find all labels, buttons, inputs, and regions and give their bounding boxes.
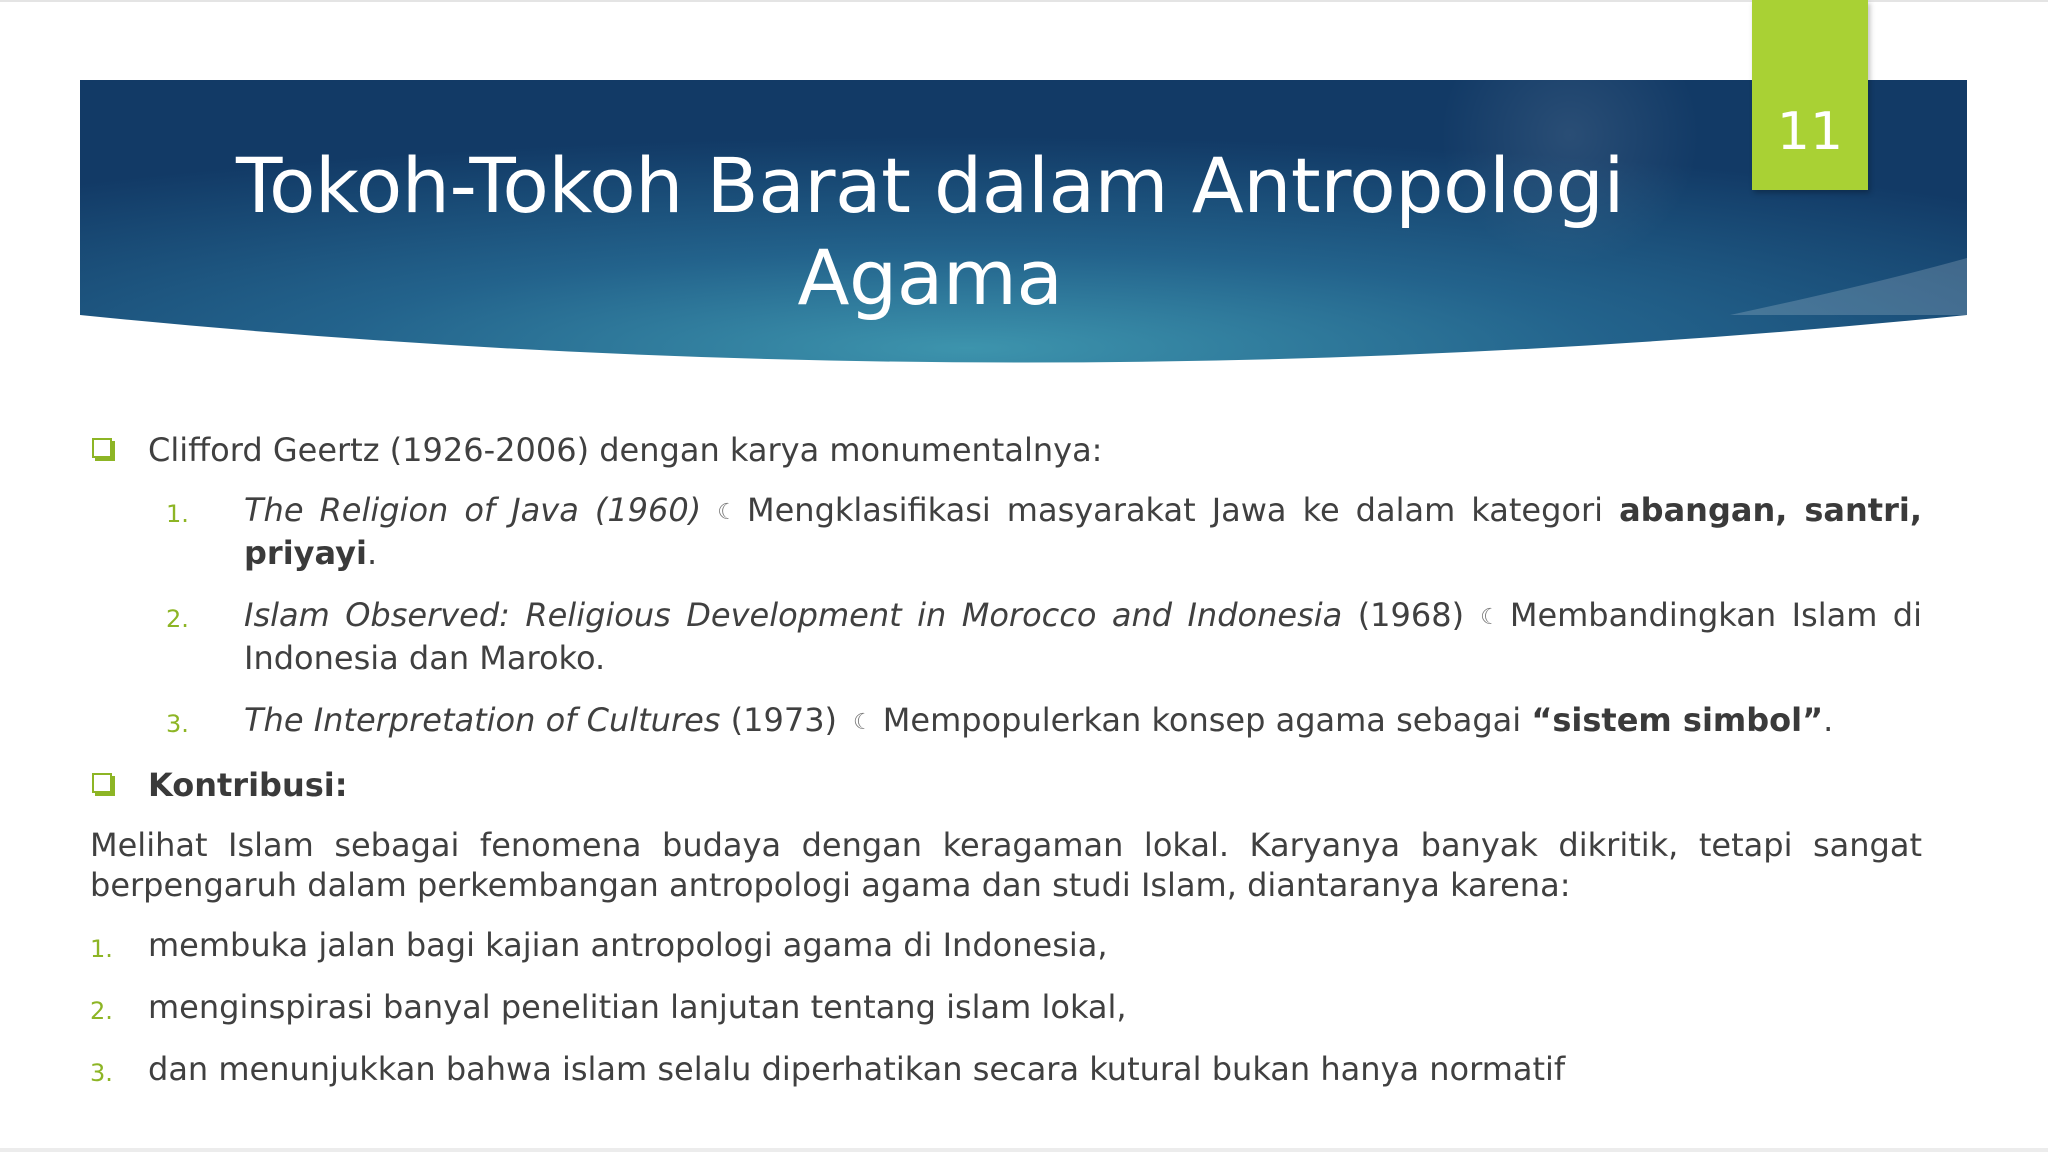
contribution-label: Kontribusi: bbox=[148, 766, 348, 804]
reason-number: 3. bbox=[90, 1059, 113, 1087]
work-year: (1973) bbox=[730, 701, 838, 739]
work-keyword: abangan, santri, priyayi bbox=[244, 491, 1923, 572]
work-description: Mempopulerkan konsep agama sebagai bbox=[882, 701, 1532, 739]
crescent-arrow-icon: ☾ bbox=[1480, 605, 1500, 630]
slide-number-tab bbox=[1752, 0, 1868, 190]
contribution-bullet bbox=[90, 765, 1922, 805]
work-number: 3. bbox=[166, 710, 189, 738]
top-divider bbox=[0, 0, 2048, 2]
reason-text: dan menunjukkan bahwa islam selalu diperhatikan secara kutural bukan hanya normatif bbox=[148, 1050, 1566, 1088]
bottom-divider bbox=[0, 1148, 2048, 1152]
slide-number: 11 bbox=[1776, 102, 1844, 162]
work-title: The Interpretation of Cultures bbox=[244, 701, 721, 739]
work-tail: . bbox=[366, 534, 378, 572]
reason-item bbox=[90, 1049, 1922, 1089]
work-description: Membandingkan Islam di Indonesia dan Maroko. bbox=[244, 596, 1923, 677]
reason-text: membuka jalan bagi kajian antropologi agama di Indonesia, bbox=[148, 926, 1108, 964]
work-year: (1968) bbox=[1357, 596, 1465, 634]
contribution-paragraph: Melihat Islam sebagai fenomena budaya dengan keragaman lokal. Karyanya banyak dikritik, tetapi sangat berpengaruh dalam perkembangan antropologi agama dan studi Islam, diantaranya karena: bbox=[90, 826, 1922, 904]
crescent-arrow-icon: ☾ bbox=[853, 710, 873, 735]
square-bullet-icon bbox=[92, 773, 112, 793]
reason-item bbox=[90, 987, 1922, 1027]
work-item bbox=[90, 700, 1922, 743]
work-description: Mengklasifikasi masyarakat Jawa ke dalam kategori bbox=[746, 491, 1620, 529]
square-bullet-icon bbox=[92, 438, 112, 458]
slide-title-line2: Agama bbox=[797, 233, 1063, 322]
intro-bullet bbox=[90, 430, 1922, 470]
reason-text: menginspirasi banyal penelitian lanjutan tentang islam lokal, bbox=[148, 988, 1127, 1026]
crescent-arrow-icon: ☾ bbox=[717, 500, 737, 525]
work-item bbox=[90, 490, 1922, 573]
work-tail: . bbox=[1823, 701, 1834, 739]
slide-title-line1: Tokoh-Tokoh Barat dalam Antropologi bbox=[236, 141, 1624, 230]
work-number: 1. bbox=[166, 500, 189, 528]
reason-item bbox=[90, 925, 1922, 965]
work-title: Islam Observed: Religious Development in Morocco and Indonesia bbox=[244, 596, 1343, 634]
reason-number: 2. bbox=[90, 997, 113, 1025]
slide-title bbox=[170, 140, 1690, 324]
work-item bbox=[90, 595, 1922, 678]
work-title: The Religion of Java (1960) bbox=[244, 491, 702, 529]
intro-text: Clifford Geertz (1926-2006) dengan karya monumentalnya: bbox=[148, 431, 1103, 469]
work-keyword: “sistem simbol” bbox=[1531, 701, 1824, 739]
work-number: 2. bbox=[166, 605, 189, 633]
reason-number: 1. bbox=[90, 935, 113, 963]
slide-body bbox=[90, 430, 1922, 1111]
